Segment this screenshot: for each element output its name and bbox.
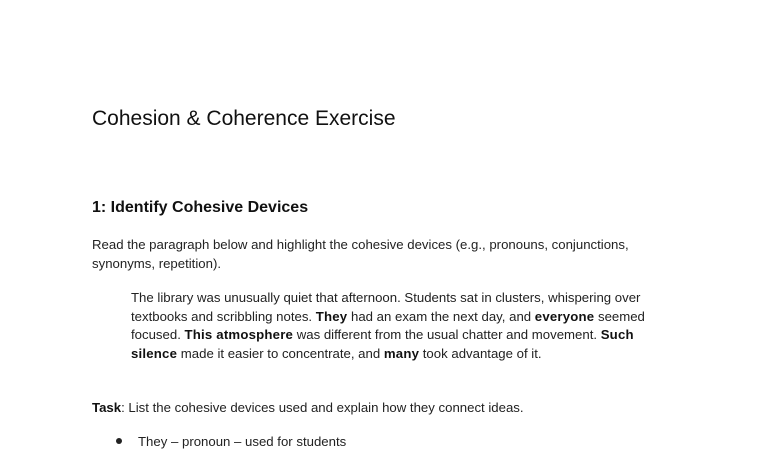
paragraph-text: had an exam the next day, and bbox=[347, 308, 535, 324]
cohesive-device: They bbox=[315, 308, 348, 324]
document-title: Cohesion & Coherence Exercise bbox=[92, 107, 396, 130]
bullet-icon bbox=[116, 438, 122, 444]
list-item bbox=[116, 432, 346, 451]
task-line bbox=[92, 398, 524, 417]
cohesive-device: This atmosphere bbox=[184, 327, 294, 343]
exercise-paragraph bbox=[131, 289, 661, 363]
paragraph-text: The library was unusually quiet that afternoon. Students sat in clusters, whispering over textbooks and scribbling notes. bbox=[131, 290, 641, 324]
answer-list bbox=[116, 432, 346, 451]
paragraph-text: made it easier to concentrate, and bbox=[177, 345, 384, 361]
task-text: : List the cohesive devices used and explain how they connect ideas. bbox=[121, 400, 524, 415]
cohesive-device: Such silence bbox=[131, 327, 634, 361]
paragraph-text: took advantage of it. bbox=[419, 345, 542, 361]
section-heading: 1: Identify Cohesive Devices bbox=[92, 199, 309, 216]
paragraph-text: was different from the usual chatter and movement. bbox=[293, 327, 601, 343]
list-item-text: They – pronoun – used for students bbox=[138, 434, 347, 449]
cohesive-device: everyone bbox=[534, 308, 595, 324]
paragraph-text: seemed focused. bbox=[131, 308, 645, 343]
instructions-paragraph: Read the paragraph below and highlight the cohesive devices (e.g., pronouns, conjunctions, synonyms, repetition). bbox=[92, 237, 629, 271]
task-label: Task bbox=[92, 400, 122, 415]
cohesive-device: many bbox=[383, 345, 420, 361]
